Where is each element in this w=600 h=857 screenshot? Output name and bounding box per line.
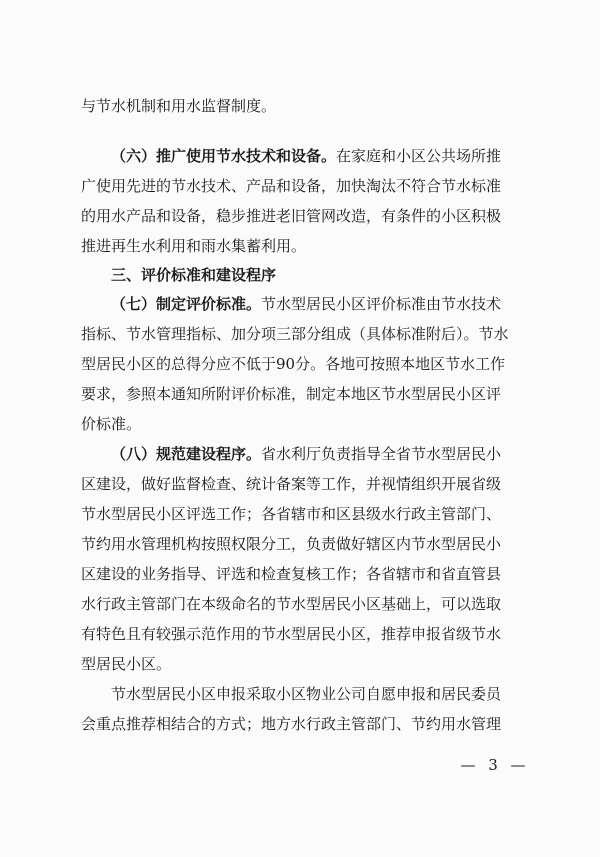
text-line: 型居民小区。	[81, 655, 172, 673]
text-line: 节水型居民小区评选工作；各省辖市和区县级水行政主管部门、	[81, 505, 502, 523]
text-span: 节水型居民小区评价标准由节水技术	[261, 295, 502, 313]
paragraph-eight	[81, 439, 537, 679]
text-line: 节水型居民小区申报采取小区物业公司自愿申报和居民委员	[111, 685, 502, 703]
text-line: 的用水产品和设备，稳步推进老旧管网改造，有条件的小区积极	[81, 207, 502, 225]
text-line	[81, 141, 537, 171]
paragraph-lead: （八）规范建设程序。	[111, 445, 262, 463]
text-line	[81, 289, 537, 319]
paragraph-application	[81, 679, 537, 739]
text-line: 有特色且有较强示范作用的节水型居民小区，推荐申报省级节水	[81, 625, 502, 643]
text-line: 广使用先进的节水技术、产品和设备，加快淘汰不符合节水标准	[81, 177, 502, 195]
text-line: 水行政主管部门在本级命名的节水型居民小区基础上，可以选取	[81, 595, 502, 613]
text-line: 价标准。	[81, 415, 142, 433]
text-span: 在家庭和小区公共场所推	[336, 147, 502, 165]
text-line: 指标、节水管理指标、加分项三部分组成（具体标准附后）。节水	[81, 325, 509, 343]
text-line: 要求，参照本通知所附评价标准，制定本地区节水型居民小区评	[81, 385, 502, 403]
paragraph-seven	[81, 289, 537, 439]
text-line: 与节水机制和用水监督制度。	[81, 97, 277, 115]
text-line: 区建设的业务指导、评选和检查复核工作；各省辖市和省直管县	[81, 565, 502, 583]
text-line: 节约用水管理机构按照权限分工，负责做好辖区内节水型居民小	[81, 535, 502, 553]
paragraph-lead: （七）制定评价标准。	[111, 295, 262, 313]
text-line: 会重点推荐相结合的方式；地方水行政主管部门、节约用水管理	[81, 715, 502, 733]
paragraph-six	[81, 141, 537, 261]
text-line: 型居民小区的总得分应不低于90分。各地可按照本地区节水工作	[81, 355, 506, 373]
text-line: 推进再生水利用和雨水集蓄利用。	[81, 237, 307, 255]
section-heading-three	[81, 260, 537, 290]
text-line	[81, 439, 537, 469]
section-heading: 三、评价标准和建设程序	[111, 266, 277, 284]
text-line: 区建设，做好监督检查、统计备案等工作，并视情组织开展省级	[81, 475, 502, 493]
paragraph-continuation	[81, 91, 537, 121]
paragraph-lead: （六）推广使用节水技术和设备。	[111, 147, 337, 165]
text-span: 省水利厅负责指导全省节水型居民小	[261, 445, 502, 463]
page-number: — 3 —	[460, 756, 530, 774]
